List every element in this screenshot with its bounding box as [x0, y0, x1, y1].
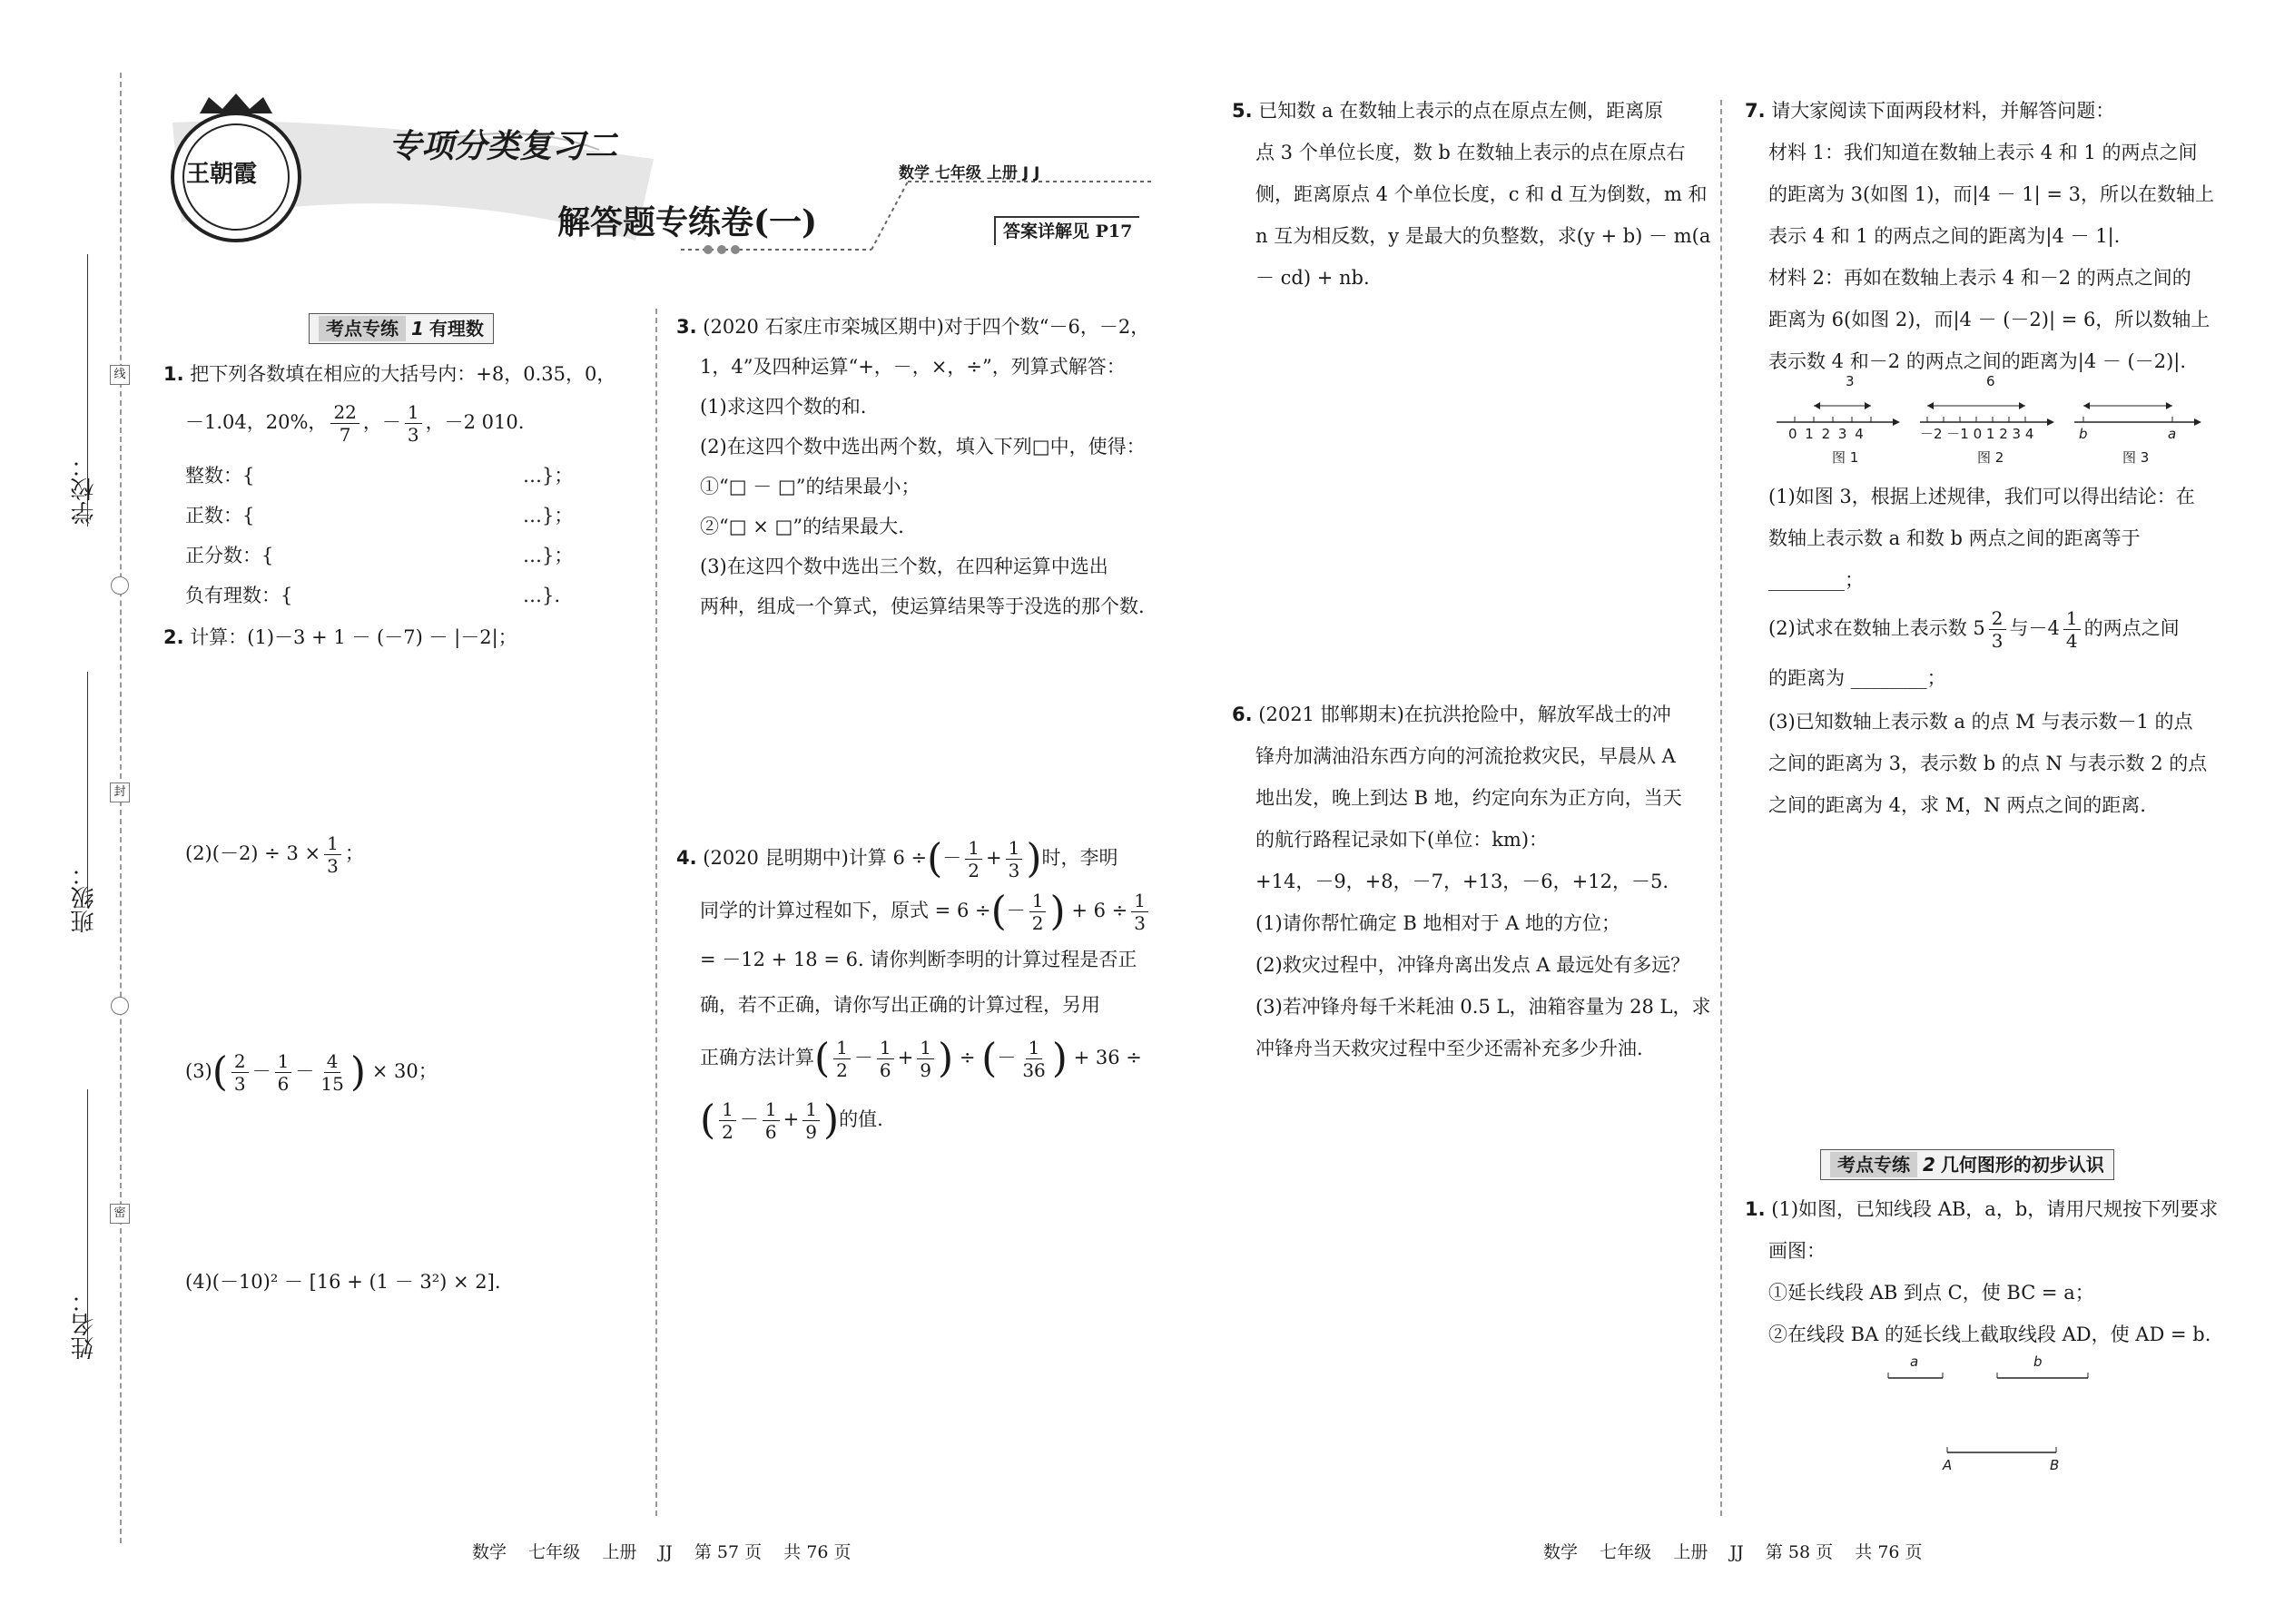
point-b-label: B [2050, 1457, 2060, 1473]
section-label: 考点专练 [319, 316, 406, 341]
fig3-point-b: b [2079, 426, 2088, 442]
set-integers[interactable]: 整数：{ …}； [185, 465, 574, 487]
binding-hole [111, 576, 129, 595]
question-number: 7. [1745, 100, 1766, 122]
answer-blank-1[interactable]: ________； [1768, 569, 1864, 591]
segment-a-label: a [1910, 1353, 1919, 1370]
question-number: 1. [163, 363, 184, 385]
question-2-part3: (3)( $\frac{2}{3}$ － $\frac{1}{6}$ － $\frac{4}{15}$ ) × 30； [185, 1048, 438, 1096]
fraction: $\frac{2}{3}$ [231, 1052, 249, 1093]
question-1 [163, 354, 615, 394]
class-label: 班级： [71, 862, 98, 933]
fig1-label: 图 1 [1832, 449, 1859, 466]
fig3-label: 图 3 [2122, 449, 2150, 466]
question-number: 4. [676, 847, 697, 869]
margin-mark-mi: 密 [110, 1204, 130, 1224]
question-number: 3. [676, 316, 697, 338]
answer-ref: 答案详解见 P17 [994, 216, 1139, 245]
binding-line [120, 73, 122, 1543]
set-negative-rationals[interactable]: 负有理数：{ …}. [185, 585, 561, 606]
class-field[interactable] [87, 672, 88, 908]
fig2-label: 图 2 [1977, 449, 2004, 466]
section-badge-2: 考点专练 2 几何图形的初步认识 [1820, 1149, 2114, 1180]
figure-2 [1920, 402, 2054, 426]
footer-right: 数学 七年级 上册 JJ 第 58 页 共 76 页 [1543, 1542, 1923, 1562]
segment-b-label: b [2033, 1353, 2043, 1370]
answer-blank-2[interactable]: 的距离为 ________； [1768, 667, 1946, 689]
question-1-line2: －1.04，20%， $\frac{22}{7}$ ，－ $\frac{1}{3}$ ，－2 010. [185, 401, 525, 446]
fig3-point-a: a [2168, 426, 2177, 442]
margin-mark-xian: 线 [110, 365, 130, 385]
name-field[interactable] [87, 1089, 88, 1343]
fig1-ticks: 0 1 2 3 4 [1788, 426, 1864, 442]
question-number: 6. [1232, 704, 1253, 725]
figure-1 [1777, 402, 1900, 426]
fraction: $\frac{1}{3}$ [405, 403, 422, 444]
school-field[interactable] [87, 254, 88, 527]
paper-title: 解答题专练卷(一) [557, 203, 818, 241]
binding-hole [111, 997, 129, 1015]
question-text: 把下列各数填在相应的大括号内：+8，0.35，0， [190, 363, 616, 385]
name-label: 姓名： [71, 1289, 98, 1360]
fraction: $\frac{1}{3}$ [324, 834, 341, 875]
question-number: 1. [1745, 1198, 1766, 1220]
fraction: $\frac{22}{7}$ [330, 403, 359, 444]
set-positive-fractions[interactable]: 正分数：{ …}； [185, 545, 574, 566]
subject-meta: 数学 七年级 上册 J J [899, 164, 1040, 182]
question-2-part4: (4)(－10)² － [16 + (1 － 3²) × 2]. [185, 1271, 501, 1293]
question-2-part2: (2)(－2) ÷ 3 × $\frac{1}{3}$ ； [185, 832, 364, 877]
footer-left: 数学 七年级 上册 JJ 第 57 页 共 76 页 [472, 1542, 852, 1562]
school-label: 学校： [71, 454, 98, 525]
series-title: 专项分类复习二 [389, 128, 618, 165]
section-badge-1 [309, 313, 494, 344]
question-number: 5. [1232, 100, 1253, 122]
figure-3 [2074, 402, 2201, 426]
section-title: 有理数 [428, 318, 484, 340]
set-positives[interactable]: 正数：{ …}； [185, 505, 574, 527]
column-divider [1720, 100, 1722, 1516]
question-text: －1.04，20%， [185, 411, 328, 433]
question-2 [163, 617, 517, 657]
segment-figure [1870, 1353, 2215, 1480]
question-text: 计算：(1)－3 + 1 － (－7) － |－2|； [190, 626, 517, 648]
point-a-label: A [1943, 1457, 1953, 1473]
fig1-distance: 3 [1846, 373, 1855, 389]
column-divider [655, 309, 657, 1516]
question-number: 2. [163, 626, 184, 648]
logo-text: 王朝霞 [186, 161, 258, 188]
crown-icon [200, 94, 272, 113]
fig2-ticks: －2 －1 0 1 2 3 4 [1920, 426, 2034, 442]
section-number: 1 [411, 318, 424, 340]
fig2-distance: 6 [1986, 373, 1995, 389]
fraction: $\frac{1}{6}$ [275, 1052, 292, 1093]
fraction: $\frac{4}{15}$ [320, 1050, 344, 1095]
margin-mark-feng: 封 [110, 782, 130, 802]
